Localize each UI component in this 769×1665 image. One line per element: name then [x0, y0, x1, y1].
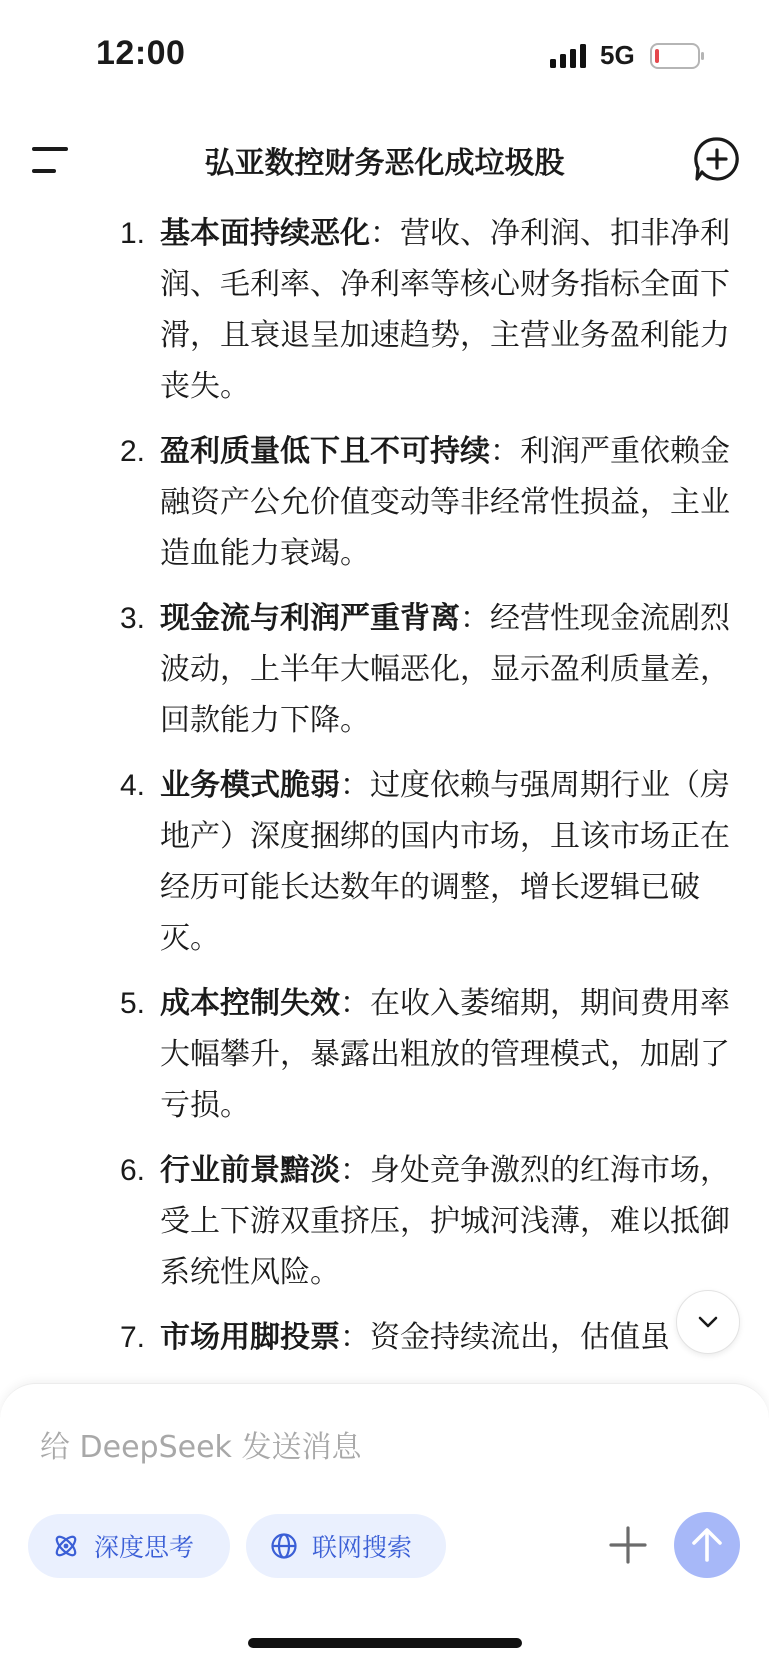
chevron-down-icon: [696, 1310, 720, 1334]
battery-icon: [650, 42, 706, 70]
list-item-term: 成本控制失效: [160, 986, 340, 1021]
list-item-term: 盈利质量低下且不可持续: [160, 434, 490, 469]
list-item-number: 5.: [120, 987, 146, 1020]
list-item-text: ：资金持续流出，估值虽: [340, 1320, 670, 1355]
scroll-to-bottom-button[interactable]: [676, 1290, 740, 1354]
network-label: 5G: [600, 40, 635, 70]
list-item-term: 行业前景黯淡: [160, 1153, 340, 1188]
list-item-term: 基本面持续恶化: [160, 216, 370, 251]
list-item-text: ：经营性现金流剧烈波动，上半年大幅恶化，显示盈利质量差，回款能力下降。: [160, 601, 730, 738]
list-item-number: 4.: [120, 769, 146, 802]
home-indicator: [248, 1638, 522, 1648]
list-item: [0, 760, 769, 964]
list-item: [0, 978, 769, 1131]
list-item-number: 1.: [120, 217, 146, 250]
composer: [0, 1383, 769, 1665]
list-item-number: 2.: [120, 435, 146, 468]
send-button[interactable]: [674, 1512, 740, 1578]
list-item-term: 市场用脚投票: [160, 1320, 340, 1355]
status-time: 12:00: [96, 34, 186, 72]
chat-header: [0, 120, 769, 200]
message-content: [0, 208, 769, 1388]
status-bar: [0, 0, 769, 110]
list-item-number: 6.: [120, 1154, 146, 1187]
signal-icon: [550, 44, 590, 68]
list-item-text: ：过度依赖与强周期行业（房地产）深度捆绑的国内市场，且该市场正在经历可能长达数年的调整，增长逻辑已破灭。: [160, 768, 730, 956]
list-item: [0, 593, 769, 746]
chat-title: 弘亚数控财务恶化成垃圾股: [204, 146, 565, 181]
list-item-text: ：身处竞争激烈的红海市场，受上下游双重挤压，护城河浅薄，难以抵御系统性风险。: [160, 1153, 730, 1290]
web-search-label: 联网搜索: [312, 1533, 413, 1562]
conclusion-list: [0, 208, 769, 1363]
globe-icon: [270, 1532, 298, 1560]
web-search-toggle[interactable]: [246, 1514, 446, 1578]
list-item-term: 现金流与利润严重背离: [160, 601, 460, 636]
list-item-text: ：利润严重依赖金融资产公允价值变动等非经常性损益，主业造血能力衰竭。: [160, 434, 730, 571]
list-item-number: 3.: [120, 602, 146, 635]
list-item: [0, 426, 769, 579]
list-item: [0, 1312, 769, 1363]
list-item: [0, 208, 769, 412]
deep-think-label: 深度思考: [94, 1533, 195, 1562]
deep-think-toggle[interactable]: [28, 1514, 230, 1578]
message-input[interactable]: [40, 1422, 720, 1472]
new-chat-icon[interactable]: [694, 136, 740, 182]
plus-icon[interactable]: [604, 1521, 652, 1569]
list-item-text: ：在收入萎缩期，期间费用率大幅攀升，暴露出粗放的管理模式，加剧了亏损。: [160, 986, 730, 1123]
list-item: [0, 1145, 769, 1298]
atom-icon: [52, 1532, 80, 1560]
list-item-number: 7.: [120, 1321, 146, 1354]
list-item-text: ：营收、净利润、扣非净利润、毛利率、净利率等核心财务指标全面下滑，且衰退呈加速趋势，主营业务盈利能力丧失。: [160, 216, 730, 404]
arrow-up-icon: [689, 1526, 725, 1564]
list-item-term: 业务模式脆弱: [160, 768, 340, 803]
